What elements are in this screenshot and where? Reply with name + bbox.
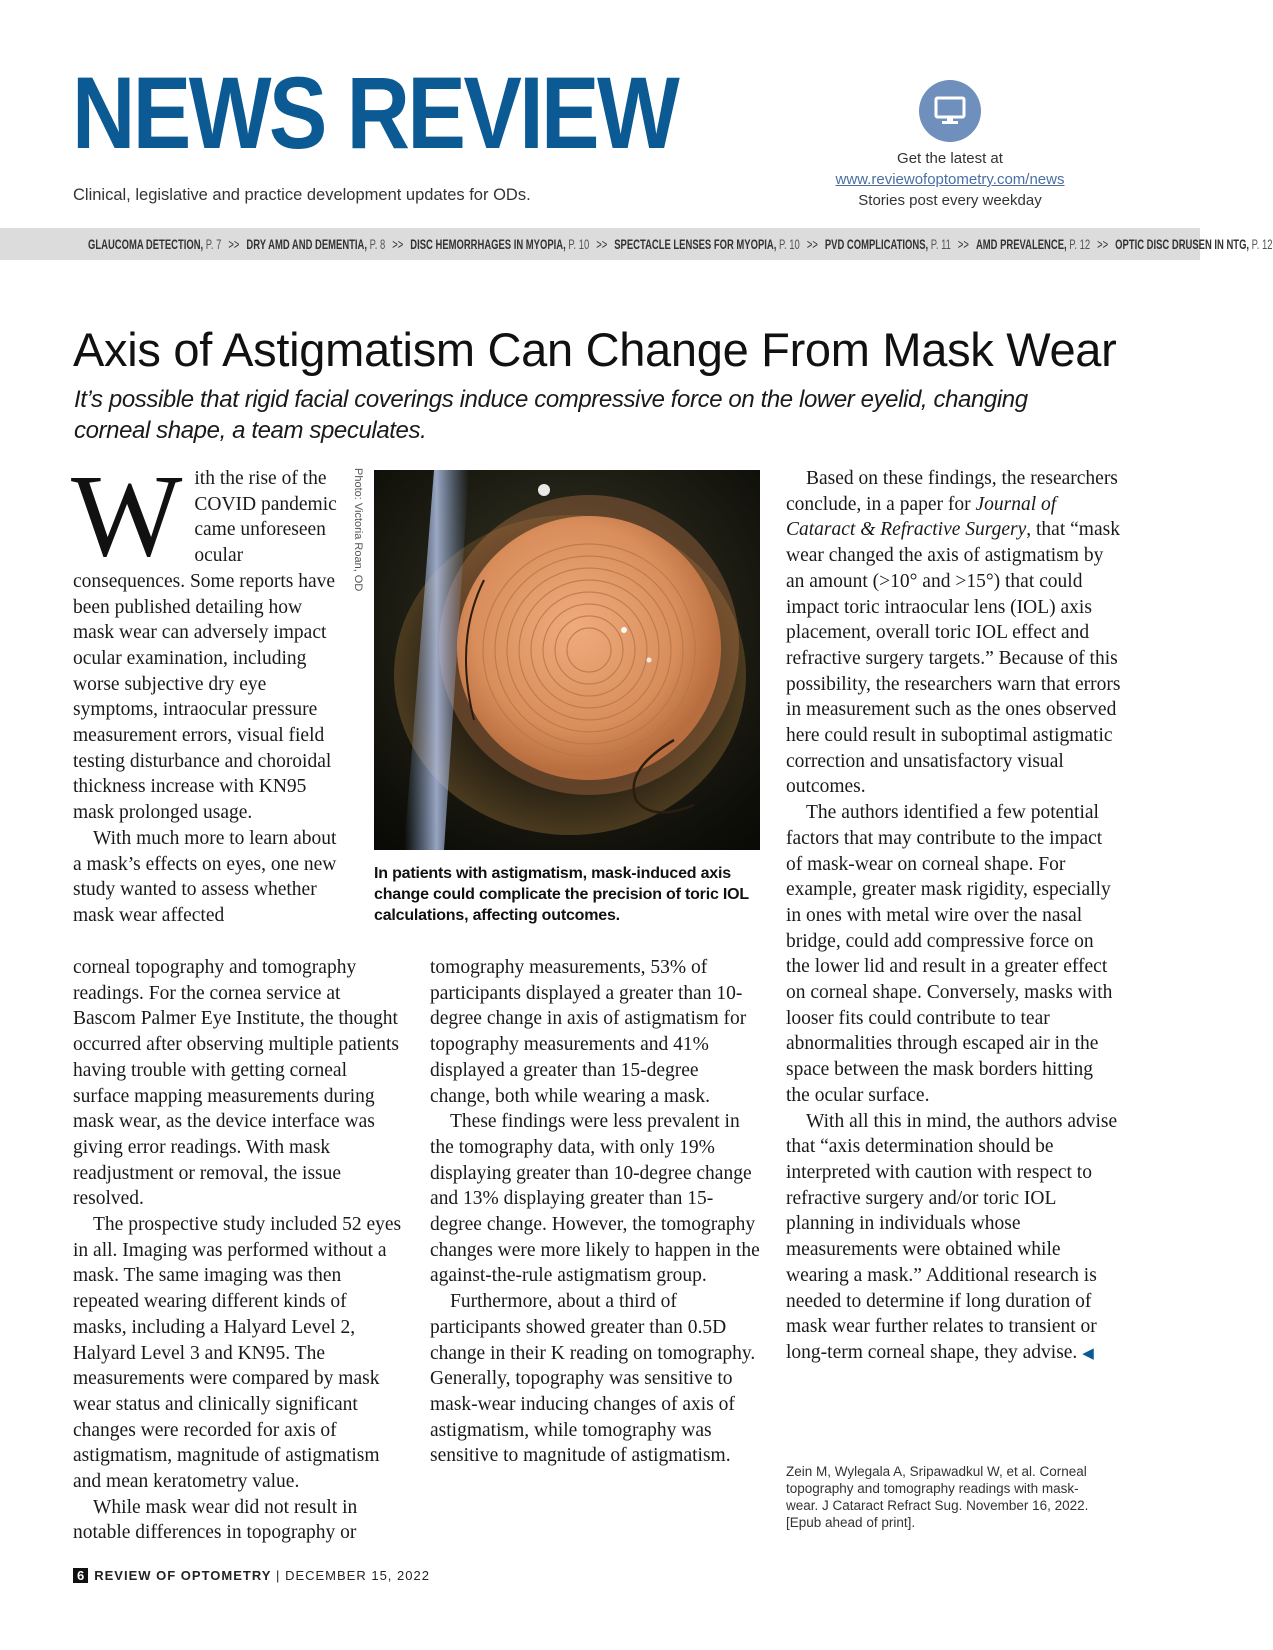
topic-separator: >> [957,237,969,252]
topic-page: P. 12 [1069,237,1091,252]
magazine-name: REVIEW OF OPTOMETRY [94,1568,272,1583]
paragraph-5: These findings were less prevalent in the tomography data, with only 19% displaying greater than 10-degree change and 13% displaying greater than 15-degree change. However, the tomography changes were more likely to happen in the against-the-rule astigmatism group. [430,1111,760,1287]
article-headline: Axis of Astigmatism Can Change From Mask Wear [73,323,1117,376]
topic-label: SPECTACLE LENSES FOR MYOPIA, [614,237,777,252]
photo-credit: Photo: Victoria Roan, OD [352,468,364,592]
paragraph-7: Based on these findings, the researchers conclude, in a paper for Journal of Cataract & Refractive Surgery, that “mask wear changed the axis of astigmatism by an amount (>10° and >15°) that could impact toric intraocular lens (IOL) axis placement, overall toric IOL effect and refractive surgery targets.” Because of this possibility, the researchers warn that errors in measurement such as the ones observed here could result in suboptimal astigmatic correction and unsatisfactory visual outcomes. [786,468,1121,798]
column-1-bottom [73,955,403,1546]
paragraph-2-end: corneal topography and tomography readings. For the cornea service at Bascom Palmer Eye Institute, the thought occurred after observing multiple patients having trouble with getting corneal surface mapping measurements during mask wear, as the device interface was giving error readings. With mask readjustment or removal, the issue resolved. [73,957,399,1210]
eye-photo [374,470,760,850]
column-2 [430,955,760,1469]
drop-cap: W [71,450,183,581]
topic-label: OPTIC DISC DRUSEN IN NTG, [1115,237,1250,252]
paragraph-1: With the rise of the COVID pandemic came unforeseen ocular consequences. Some reports have been published detailing how mask wear can adversely impact ocular examination, including worse subjective dry eye symptoms, intraocular pressure measurement errors, visual field testing disturbance and choroidal thickness increase with KN95 mask prolonged usage. [71,450,337,824]
reference: Zein M, Wylegala A, Sripawadkul W, et al. Corneal topography and tomography readings with mask-wear. J Cataract Refract Sug. November 16, 2022. [Epub ahead of print]. [786,1464,1089,1530]
topic-label: DRY AMD AND DEMENTIA, [246,237,368,252]
topic-page: P. 8 [369,237,386,252]
topics-bar [0,228,1273,260]
topic-link[interactable] [246,237,385,252]
journal-title: Journal of Cataract & Refractive Surgery [786,493,1057,541]
topic-label: GLAUCOMA DETECTION, [88,237,204,252]
tagline: Clinical, legislative and practice development updates for ODs. [73,186,531,204]
topic-label: AMD PREVALENCE, [975,237,1067,252]
topic-separator: >> [806,237,818,252]
news-promo [800,80,1100,211]
page-number: 6 [73,1568,88,1583]
topic-link[interactable] [976,237,1090,252]
column-1-top [71,450,341,929]
issue-date: DECEMBER 15, 2022 [285,1568,430,1583]
topic-page: P. 12 [1251,237,1273,252]
topic-link[interactable] [410,237,589,252]
promo-line-3: Stories post every weekday [858,192,1042,209]
paragraph-3: The prospective study included 52 eyes in all. Imaging was performed without a mask. The same imaging was then repeated wearing different kinds of masks, including a Halyard Level 2, Halyard Level 3 and KN95. The measurements were compared by mask wear status and clinically significant changes were recorded for axis of astigmatism, magnitude of astigmatism and mean keratometry value. [73,1214,402,1493]
news-link[interactable]: www.reviewofoptometry.com/news [835,171,1065,188]
paragraph-4-start: While mask wear did not result in notable differences in topography or [73,1496,358,1544]
topic-separator: >> [392,237,404,252]
paragraph-2-start: With much more to learn about a mask’s effects on eyes, one new study wanted to assess whether mask wear affected [73,827,337,926]
paragraph-6: Furthermore, about a third of participants showed greater than 0.5D change in their K reading on tomography. Generally, topography was sensitive to mask-wear inducing changes of axis of astigmatism, while tomography was sensitive to magnitude of astigmatism. [430,1291,756,1467]
footer-divider: | [276,1568,281,1583]
topic-link[interactable] [825,237,951,252]
topic-link[interactable] [1115,237,1272,252]
topic-page: P. 11 [930,237,951,252]
paragraph-4-end: tomography measurements, 53% of participants displayed a greater than 10-degree change in axis of astigmatism for topography measurements and 41% displayed a greater than 15-degree change, both while wearing a mask. [430,957,747,1107]
topic-page: P. 10 [568,237,590,252]
article-deck: It’s possible that rigid facial coverings induce compressive force on the lower eyelid, changing corneal shape, a team speculates. [74,386,1028,444]
topic-link[interactable] [88,237,221,252]
page-footer [73,1568,430,1583]
topic-label: DISC HEMORRHAGES IN MYOPIA, [410,237,566,252]
photo-caption: In patients with astigmatism, mask-induced axis change could complicate the precision of toric IOL calculations, affecting outcomes. [374,865,749,924]
paragraph-9: With all this in mind, the authors advise that “axis determination should be interpreted with caution with respect to refractive surgery and/or toric IOL planning in individuals whose measurements were obtained while wearing a mask.” Additional research is needed to determine if long duration of mask wear further relates to transient or long-term corneal shape, they advise. ◀ [786,1110,1118,1363]
topic-separator: >> [1097,237,1109,252]
topic-separator: >> [596,237,608,252]
promo-line-1: Get the latest at [897,150,1003,167]
monitor-icon [919,80,981,142]
topic-link[interactable] [614,237,800,252]
topic-page: P. 7 [205,237,222,252]
topic-page: P. 10 [778,237,800,252]
paragraph-8: The authors identified a few potential factors that may contribute to the impact of mask-wear on corneal shape. For example, greater mask rigidity, especially in ones with metal wire over the nasal bridge, could add compressive force on the lower lid and result in a greater effect on corneal shape. Conversely, masks with looser fits could contribute to tear abnormalities through escaped air in the space between the mask borders hitting the ocular surface. [786,802,1113,1106]
topics-list [88,237,1273,252]
column-3 [786,466,1121,1367]
topic-separator: >> [228,237,240,252]
end-mark-icon: ◀ [1082,1343,1094,1362]
masthead: NEWS REVIEW [72,56,678,170]
topic-label: PVD COMPLICATIONS, [824,237,929,252]
